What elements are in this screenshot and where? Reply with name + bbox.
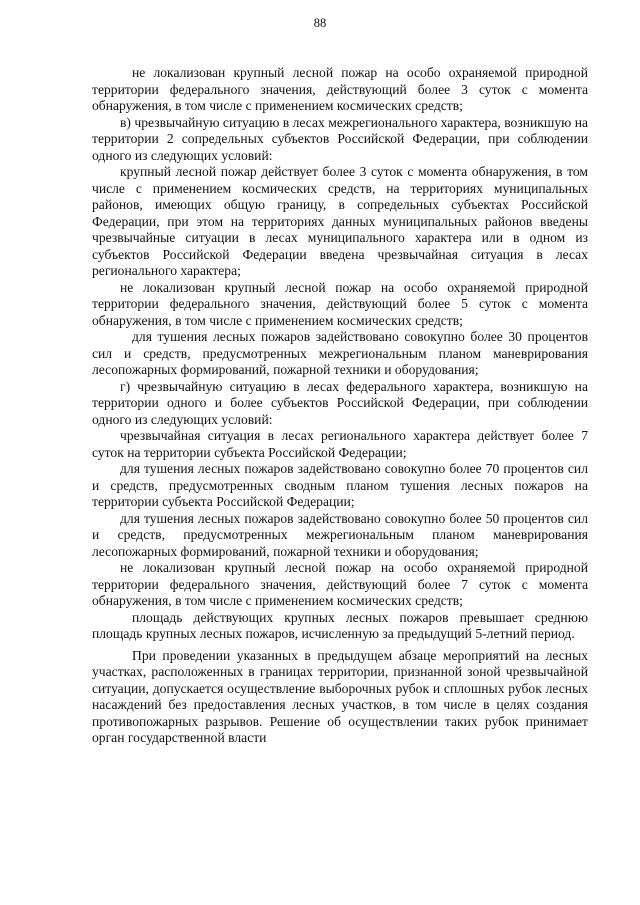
paragraph: крупный лесной пожар действует более 3 суток с момента обнаружения, в том числе с применением космических средств, на территориях муниципальных районов, имеющих общую границу, в сопредельных субъектах Российской Федерации, при этом на территориях данных муниципальных районов введены чрезвычайные ситуации в лесах муниципального характера или в одном из субъектов Российской Федерации введена чрезвычайная ситуация в лесах регионального характера; (92, 164, 588, 278)
paragraph: для тушения лесных пожаров задействовано совокупно более 50 процентов сил и средств, предусмотренных межрегиональным планом маневрирования лесопожарных формирований, пожарной техники и оборудования; (92, 510, 588, 559)
paragraph: не локализован крупный лесной пожар на особо охраняемой природной территории федерального значения, действующий более 5 суток с момента обнаружения, в том числе с применением космических средств; (92, 279, 588, 328)
paragraph: не локализован крупный лесной пожар на особо охраняемой природной территории федерального значения, действующий более 7 суток с момента обнаружения, в том числе с применением космических средств; (92, 560, 588, 608)
paragraph: чрезвычайная ситуация в лесах регионального характера действует более 7 суток на территории субъекта Российской Федерации; (92, 428, 588, 460)
paragraph: для тушения лесных пожаров задействовано совокупно более 70 процентов сил и средств, предусмотренных сводным планом тушения лесных пожаров на территории субъекта Российской Федерации; (92, 461, 588, 509)
paragraph: площадь действующих крупных лесных пожаров превышает среднюю площадь крупных лесных пожаров, исчисленную за предыдущий 5-летний период. (92, 609, 588, 641)
paragraph: При проведении указанных в предыдущем абзаце мероприятий на лесных участках, расположенных в границах территории, признанной зоной чрезвычайной ситуации, допускается осуществление выборочных рубок и сплошных рубок лесных насаждений без предоставления лесных участков, в том числе в целях создания противопожарных разрывов. Решение об осуществлении таких рубок принимает орган государственной власти (92, 647, 588, 745)
page-number: 88 (313, 16, 327, 30)
paragraph: г) чрезвычайную ситуацию в лесах федерального характера, возникшую на территории одного и более субъектов Российской Федерации, при соблюдении одного из следующих условий: (92, 378, 588, 427)
paragraph: в) чрезвычайную ситуацию в лесах межрегионального характера, возникшую на территории 2 сопредельных субъектов Российской Федерации, при соблюдении одного из следующих условий: (92, 114, 588, 163)
paragraph: для тушения лесных пожаров задействовано совокупно более 30 процентов сил и средств, предусмотренных межрегиональным планом маневрирования лесопожарных формирований, пожарной техники и оборудования; (92, 329, 588, 377)
document-body (92, 65, 588, 747)
paragraph: не локализован крупный лесной пожар на особо охраняемой природной территории федерального значения, действующий более 3 суток с момента обнаружения, в том числе с применением космических средств; (92, 65, 588, 113)
